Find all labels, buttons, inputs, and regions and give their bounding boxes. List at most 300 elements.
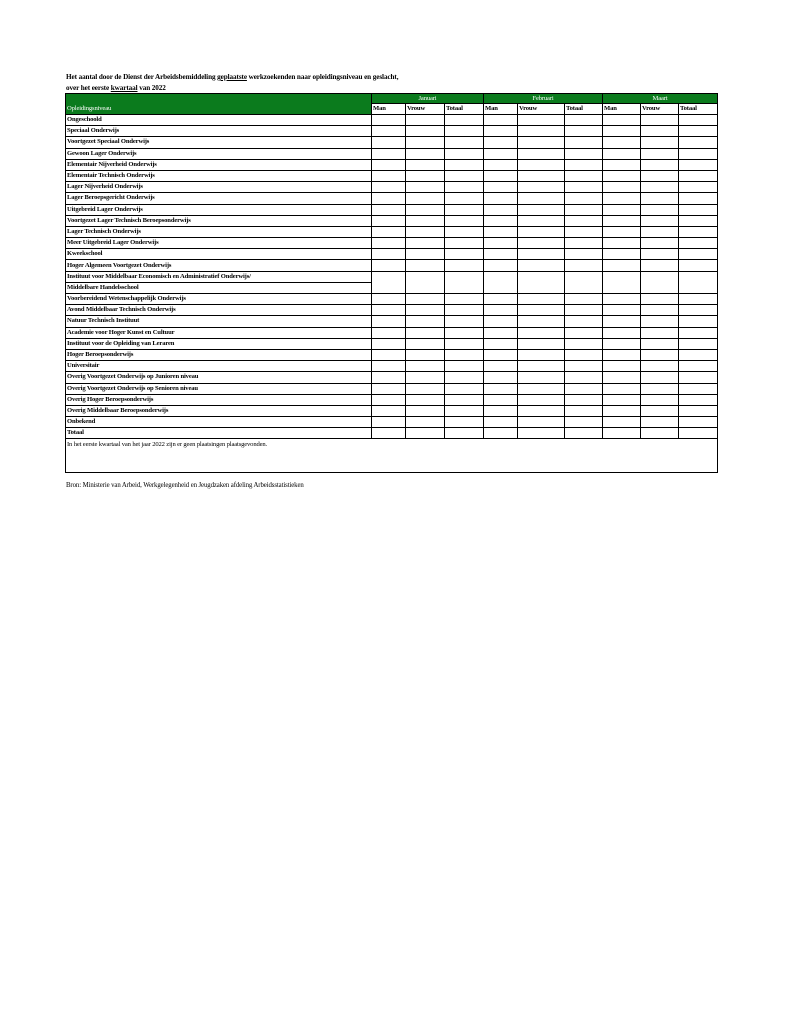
data-cell xyxy=(484,349,518,360)
table-row xyxy=(66,170,718,181)
row-label: Overig Voortgezet Onderwijs op Senioren niveau xyxy=(66,383,372,394)
data-cell xyxy=(565,372,603,383)
data-cell xyxy=(372,338,406,349)
data-cell xyxy=(565,182,603,193)
data-cell xyxy=(565,294,603,305)
data-cell xyxy=(641,249,679,260)
table-row xyxy=(66,148,718,159)
data-cell xyxy=(641,349,679,360)
title-line-2-start: over het eerste xyxy=(66,84,111,92)
data-cell xyxy=(518,417,565,428)
row-label: Ongeschoold xyxy=(66,115,372,126)
data-cell xyxy=(372,394,406,405)
data-cell xyxy=(484,372,518,383)
data-cell xyxy=(518,338,565,349)
data-cell xyxy=(484,417,518,428)
row-label: Onbekend xyxy=(66,417,372,428)
data-cell xyxy=(484,394,518,405)
table-row xyxy=(66,238,718,249)
data-cell xyxy=(565,428,603,439)
data-cell xyxy=(445,305,484,316)
data-cell xyxy=(484,215,518,226)
data-cell xyxy=(565,170,603,181)
data-cell xyxy=(565,115,603,126)
table-row xyxy=(66,215,718,226)
data-cell xyxy=(406,238,445,249)
data-cell xyxy=(445,126,484,137)
data-cell xyxy=(484,193,518,204)
data-cell xyxy=(565,349,603,360)
feb-vrouw-header: Vrouw xyxy=(518,104,565,115)
data-cell xyxy=(518,193,565,204)
feb-man-header: Man xyxy=(484,104,518,115)
table-row xyxy=(66,249,718,260)
data-cell xyxy=(679,126,718,137)
data-cell xyxy=(445,249,484,260)
data-cell xyxy=(484,238,518,249)
data-cell xyxy=(679,394,718,405)
data-cell xyxy=(518,260,565,271)
data-cell xyxy=(641,260,679,271)
data-cell xyxy=(679,294,718,305)
subheader-row xyxy=(66,104,718,115)
data-cell xyxy=(372,159,406,170)
data-cell xyxy=(565,215,603,226)
data-cell xyxy=(603,405,641,416)
data-cell xyxy=(603,182,641,193)
data-cell xyxy=(679,327,718,338)
education-level-header: Opleidingsniveau xyxy=(66,104,372,115)
data-cell xyxy=(445,338,484,349)
data-cell xyxy=(565,238,603,249)
data-cell xyxy=(518,182,565,193)
data-cell xyxy=(372,405,406,416)
data-cell xyxy=(679,215,718,226)
data-cell xyxy=(603,249,641,260)
month-header-row xyxy=(66,94,718,104)
data-cell xyxy=(565,126,603,137)
data-cell xyxy=(679,159,718,170)
note-row xyxy=(66,439,718,473)
data-cell xyxy=(641,405,679,416)
data-cell xyxy=(518,405,565,416)
data-cell xyxy=(518,137,565,148)
data-cell xyxy=(406,260,445,271)
table-row xyxy=(66,383,718,394)
data-cell xyxy=(679,338,718,349)
data-cell xyxy=(679,260,718,271)
data-cell xyxy=(641,193,679,204)
data-cell xyxy=(641,148,679,159)
table-row xyxy=(66,338,718,349)
data-cell xyxy=(641,372,679,383)
data-cell xyxy=(406,148,445,159)
data-cell xyxy=(372,115,406,126)
data-cell xyxy=(679,226,718,237)
data-cell xyxy=(484,249,518,260)
data-cell xyxy=(484,383,518,394)
row-label: Elementair Nijverheid Onderwijs xyxy=(66,159,372,170)
data-cell xyxy=(565,327,603,338)
table-row xyxy=(66,349,718,360)
placement-table xyxy=(65,93,718,473)
table-row xyxy=(66,294,718,305)
data-cell xyxy=(565,394,603,405)
data-cell xyxy=(679,383,718,394)
data-cell xyxy=(641,271,679,293)
feb-totaal-header: Totaal xyxy=(565,104,603,115)
data-cell xyxy=(565,148,603,159)
row-label: Avond Middelbaar Technisch Onderwijs xyxy=(66,305,372,316)
data-cell xyxy=(406,249,445,260)
data-cell xyxy=(484,226,518,237)
table-row xyxy=(66,372,718,383)
data-cell xyxy=(372,361,406,372)
data-cell xyxy=(641,361,679,372)
data-cell xyxy=(406,305,445,316)
data-cell xyxy=(679,417,718,428)
data-cell xyxy=(518,249,565,260)
table-row xyxy=(66,193,718,204)
data-cell xyxy=(641,338,679,349)
data-cell xyxy=(641,238,679,249)
data-cell xyxy=(445,271,484,293)
data-cell xyxy=(372,417,406,428)
data-cell xyxy=(518,226,565,237)
data-cell xyxy=(372,193,406,204)
data-cell xyxy=(518,215,565,226)
table-row xyxy=(66,204,718,215)
data-cell xyxy=(518,159,565,170)
data-cell xyxy=(679,115,718,126)
data-cell xyxy=(518,204,565,215)
data-cell xyxy=(372,383,406,394)
data-cell xyxy=(445,383,484,394)
data-cell xyxy=(679,148,718,159)
row-label: Universitair xyxy=(66,361,372,372)
table-row xyxy=(66,428,718,439)
table-row xyxy=(66,417,718,428)
data-cell xyxy=(372,294,406,305)
data-cell xyxy=(565,204,603,215)
data-cell xyxy=(372,316,406,327)
data-cell xyxy=(484,271,518,293)
data-cell xyxy=(565,159,603,170)
data-cell xyxy=(641,182,679,193)
data-cell xyxy=(406,338,445,349)
row-label: Kweekschool xyxy=(66,249,372,260)
data-cell xyxy=(518,428,565,439)
data-cell xyxy=(484,148,518,159)
data-cell xyxy=(679,349,718,360)
data-cell xyxy=(518,238,565,249)
data-cell xyxy=(565,226,603,237)
data-cell xyxy=(641,115,679,126)
data-cell xyxy=(679,238,718,249)
data-cell xyxy=(406,327,445,338)
data-cell xyxy=(641,383,679,394)
row-label: Overig Voortgezet Onderwijs op Junioren niveau xyxy=(66,372,372,383)
data-cell xyxy=(372,182,406,193)
data-cell xyxy=(518,349,565,360)
data-cell xyxy=(518,148,565,159)
row-label: Lager Beroepsgericht Onderwijs xyxy=(66,193,372,204)
data-cell xyxy=(603,361,641,372)
data-cell xyxy=(484,170,518,181)
data-cell xyxy=(445,115,484,126)
data-cell xyxy=(518,170,565,181)
data-cell xyxy=(372,137,406,148)
row-label: Elementair Technisch Onderwijs xyxy=(66,170,372,181)
table-row xyxy=(66,226,718,237)
data-cell xyxy=(484,428,518,439)
data-cell xyxy=(445,159,484,170)
data-cell xyxy=(641,327,679,338)
title-line-2-end: van 2022 xyxy=(137,84,166,92)
data-cell xyxy=(518,316,565,327)
source-note: Bron: Ministerie van Arbeid, Werkgelegenheid en Jeugdzaken afdeling Arbeidsstatistieken xyxy=(66,482,304,489)
table-row xyxy=(66,405,718,416)
data-cell xyxy=(445,182,484,193)
row-label: Voortgezet Lager Technisch Beroepsonderwijs xyxy=(66,215,372,226)
data-cell xyxy=(641,215,679,226)
data-cell xyxy=(603,305,641,316)
data-cell xyxy=(445,405,484,416)
data-cell xyxy=(372,327,406,338)
data-cell xyxy=(603,137,641,148)
data-cell xyxy=(603,159,641,170)
data-cell xyxy=(484,260,518,271)
data-cell xyxy=(484,159,518,170)
data-cell xyxy=(372,238,406,249)
data-cell xyxy=(372,249,406,260)
month-header-march: Maart xyxy=(603,94,718,104)
data-cell xyxy=(445,238,484,249)
title-line-1 xyxy=(66,72,726,83)
data-cell xyxy=(641,159,679,170)
data-cell xyxy=(679,182,718,193)
title-line-1-underlined: geplaatste xyxy=(217,73,247,81)
row-label: Hoger Algemeen Voortgezet Onderwijs xyxy=(66,260,372,271)
table-row xyxy=(66,271,718,282)
data-cell xyxy=(641,294,679,305)
data-cell xyxy=(518,305,565,316)
data-cell xyxy=(406,193,445,204)
data-cell xyxy=(372,148,406,159)
data-cell xyxy=(518,271,565,293)
data-cell xyxy=(565,361,603,372)
data-cell xyxy=(445,204,484,215)
data-cell xyxy=(406,428,445,439)
data-cell xyxy=(603,428,641,439)
data-cell xyxy=(679,137,718,148)
data-cell xyxy=(445,327,484,338)
data-cell xyxy=(406,383,445,394)
data-cell xyxy=(406,170,445,181)
jan-man-header: Man xyxy=(372,104,406,115)
mar-man-header: Man xyxy=(603,104,641,115)
table-row xyxy=(66,182,718,193)
data-cell xyxy=(445,193,484,204)
row-label: Voorbereidend Wetenschappelijk Onderwijs xyxy=(66,294,372,305)
data-cell xyxy=(603,338,641,349)
table-body xyxy=(66,115,718,473)
row-label: Lager Technisch Onderwijs xyxy=(66,226,372,237)
data-cell xyxy=(372,170,406,181)
data-cell xyxy=(641,126,679,137)
data-cell xyxy=(603,148,641,159)
mar-vrouw-header: Vrouw xyxy=(641,104,679,115)
data-cell xyxy=(445,215,484,226)
data-cell xyxy=(518,383,565,394)
data-cell xyxy=(372,271,406,293)
report-title xyxy=(66,72,726,94)
data-cell xyxy=(484,316,518,327)
table-row xyxy=(66,327,718,338)
data-cell xyxy=(406,126,445,137)
data-cell xyxy=(603,170,641,181)
data-cell xyxy=(484,115,518,126)
data-cell xyxy=(641,305,679,316)
table-row xyxy=(66,361,718,372)
data-cell xyxy=(679,405,718,416)
table-row xyxy=(66,316,718,327)
row-label: Hoger Beroepsonderwijs xyxy=(66,349,372,360)
data-cell xyxy=(445,170,484,181)
data-cell xyxy=(445,148,484,159)
row-label: Speciaal Onderwijs xyxy=(66,126,372,137)
data-cell xyxy=(603,193,641,204)
data-cell xyxy=(641,170,679,181)
data-cell xyxy=(518,394,565,405)
data-cell xyxy=(603,115,641,126)
row-label: Overig Hoger Beroepsonderwijs xyxy=(66,394,372,405)
data-cell xyxy=(641,204,679,215)
data-cell xyxy=(565,383,603,394)
data-cell xyxy=(484,182,518,193)
table-row xyxy=(66,260,718,271)
data-cell xyxy=(603,417,641,428)
data-cell xyxy=(603,327,641,338)
data-cell xyxy=(641,394,679,405)
data-cell xyxy=(406,316,445,327)
data-cell xyxy=(372,204,406,215)
data-cell xyxy=(679,361,718,372)
data-cell xyxy=(484,327,518,338)
data-cell xyxy=(445,428,484,439)
row-label: Totaal xyxy=(66,428,372,439)
data-cell xyxy=(372,349,406,360)
data-cell xyxy=(603,238,641,249)
table-row xyxy=(66,159,718,170)
data-cell xyxy=(679,271,718,293)
data-cell xyxy=(565,249,603,260)
data-cell xyxy=(603,394,641,405)
data-cell xyxy=(518,126,565,137)
data-cell xyxy=(372,428,406,439)
data-cell xyxy=(603,271,641,293)
data-cell xyxy=(445,316,484,327)
row-label: Overig Middelbaar Beroepsonderwijs xyxy=(66,405,372,416)
row-label: Instituut voor de Opleiding van Leraren xyxy=(66,338,372,349)
data-cell xyxy=(679,428,718,439)
data-cell xyxy=(406,271,445,293)
data-cell xyxy=(372,260,406,271)
data-cell xyxy=(518,294,565,305)
data-cell xyxy=(484,294,518,305)
month-header-january: Januari xyxy=(372,94,484,104)
data-cell xyxy=(679,170,718,181)
row-label: Natuur Technisch Instituut xyxy=(66,316,372,327)
data-cell xyxy=(484,126,518,137)
data-cell xyxy=(445,349,484,360)
data-cell xyxy=(445,361,484,372)
table-row xyxy=(66,305,718,316)
data-cell xyxy=(406,294,445,305)
data-cell xyxy=(406,159,445,170)
jan-totaal-header: Totaal xyxy=(445,104,484,115)
table-row xyxy=(66,126,718,137)
data-cell xyxy=(484,137,518,148)
data-cell xyxy=(565,271,603,293)
data-cell xyxy=(518,361,565,372)
data-cell xyxy=(641,316,679,327)
row-label: Voortgezet Speciaal Onderwijs xyxy=(66,137,372,148)
title-line-2-underlined: kwartaal xyxy=(110,84,138,92)
data-cell xyxy=(565,417,603,428)
data-cell xyxy=(603,372,641,383)
data-cell xyxy=(603,316,641,327)
table-row xyxy=(66,394,718,405)
data-cell xyxy=(679,204,718,215)
row-label: Meer Uitgebreid Lager Onderwijs xyxy=(66,238,372,249)
data-cell xyxy=(679,193,718,204)
data-cell xyxy=(603,215,641,226)
data-cell xyxy=(603,126,641,137)
data-cell xyxy=(679,316,718,327)
row-label: Middelbare Handelsschool xyxy=(66,282,372,293)
data-cell xyxy=(445,372,484,383)
data-cell xyxy=(445,137,484,148)
data-cell xyxy=(565,405,603,416)
row-label: Instituut voor Middelbaar Economisch en Administratief Onderwijs/ xyxy=(66,271,372,282)
title-line-1-start: Het aantal door de Dienst der Arbeidsbemiddeling xyxy=(66,73,218,81)
data-cell xyxy=(603,204,641,215)
data-cell xyxy=(484,305,518,316)
data-cell xyxy=(484,204,518,215)
data-cell xyxy=(406,361,445,372)
data-cell xyxy=(372,226,406,237)
data-cell xyxy=(603,260,641,271)
data-cell xyxy=(406,182,445,193)
row-label: Gewoon Lager Onderwijs xyxy=(66,148,372,159)
title-line-1-end: werkzoekenden naar opleidingsniveau en geslacht, xyxy=(246,73,399,81)
data-cell xyxy=(372,372,406,383)
table-row xyxy=(66,115,718,126)
table-row xyxy=(66,137,718,148)
mar-totaal-header: Totaal xyxy=(679,104,718,115)
data-cell xyxy=(484,338,518,349)
data-cell xyxy=(406,215,445,226)
header-blank-cell xyxy=(66,94,372,104)
data-cell xyxy=(372,126,406,137)
data-cell xyxy=(445,394,484,405)
data-cell xyxy=(406,405,445,416)
data-cell xyxy=(406,226,445,237)
data-cell xyxy=(406,349,445,360)
data-cell xyxy=(679,372,718,383)
data-cell xyxy=(565,193,603,204)
